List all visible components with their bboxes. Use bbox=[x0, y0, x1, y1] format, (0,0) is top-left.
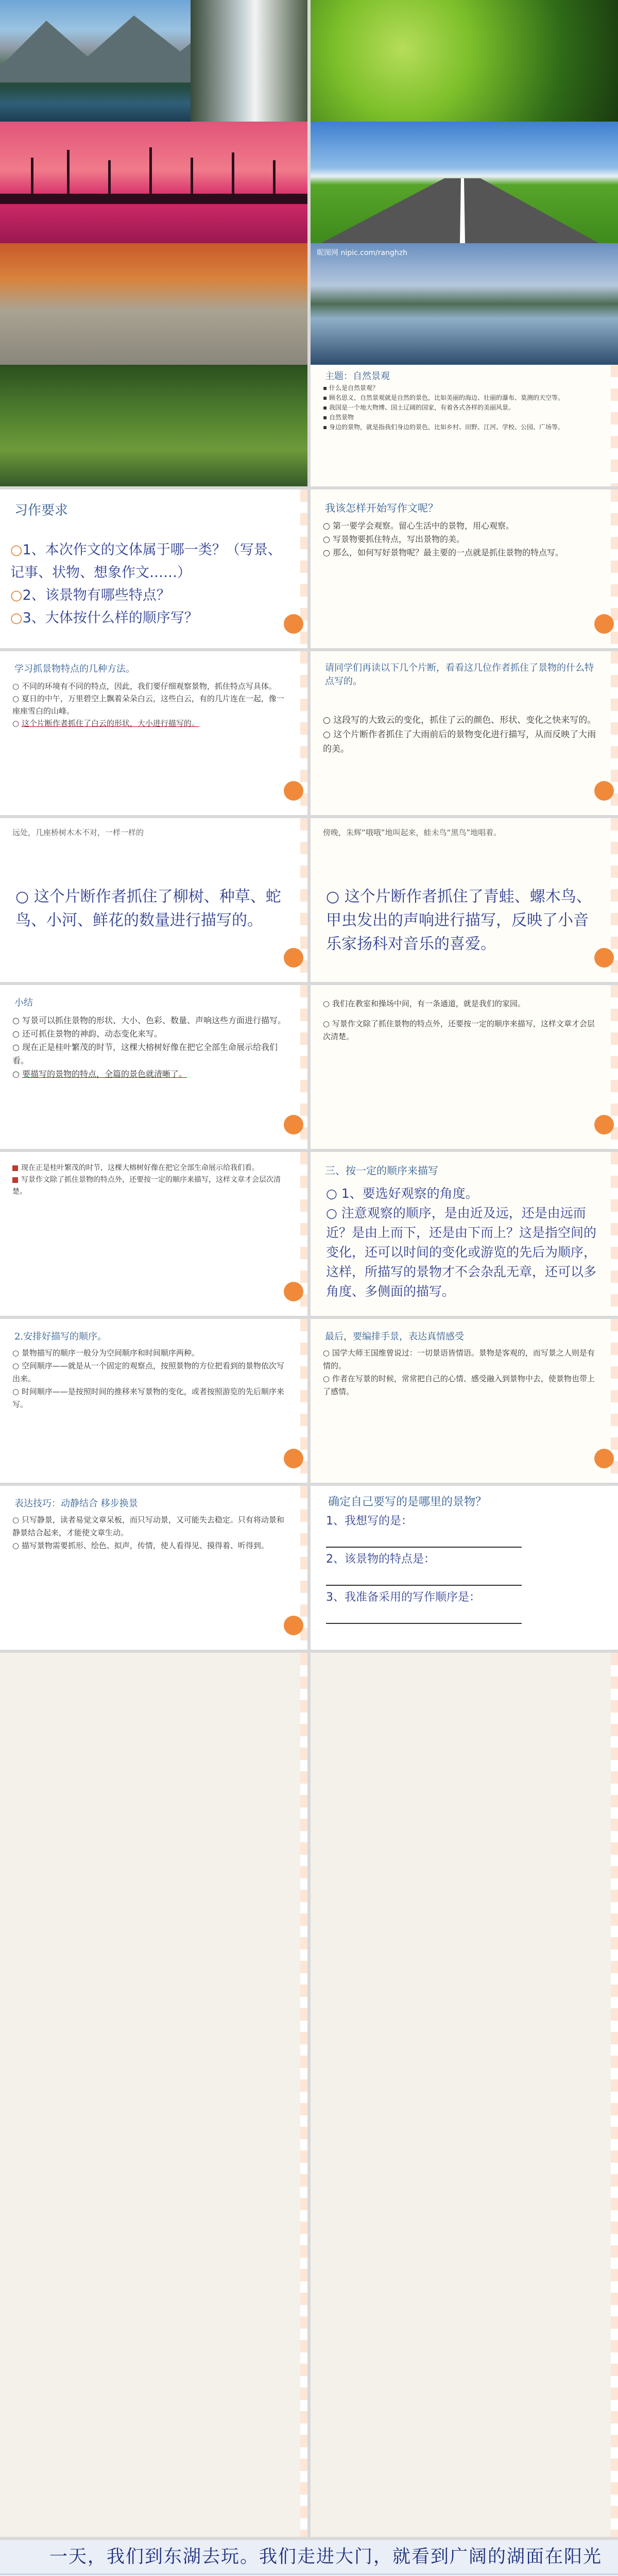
orange-dot bbox=[284, 614, 303, 634]
requirement-list bbox=[10, 539, 292, 630]
slide-kicker: 2.安排好描写的顺序。 bbox=[14, 1331, 107, 1342]
orange-dot bbox=[594, 781, 614, 801]
topic-item: ▪ 顾名思义，自然景观就是自然的景色，比如美丽的海边、壮丽的瀑布、莫测的天空等。 bbox=[323, 394, 564, 401]
slide-kicker: 小结 bbox=[14, 997, 33, 1008]
method-line: ○ 夏日的中午，万里碧空上飘着朵朵白云，这些白云，有的几片连在一起，像一座座雪白的山峰。 bbox=[12, 694, 284, 716]
topic-item: ▪ 什么是自然景观？ bbox=[323, 384, 379, 392]
orange-dot bbox=[284, 1616, 303, 1635]
slide-kicker: 学习抓景物特点的几种方法。 bbox=[14, 664, 135, 674]
how-to-item: ○ 那么，如何写好景物呢？最主要的一点就是抓住景物的特点写。 bbox=[323, 548, 564, 557]
order-item: ○ 注意观察的顺序，是由近及远，还是由远而近？是由上而下，还是由下而上？这是指空间的变化，还可以时间的变化或游览的先后为顺序，这样，所描写的景物才不会杂乱无章，还可以多角度、多侧面的描写。 bbox=[326, 1206, 597, 1299]
order-notes-text bbox=[12, 1162, 287, 1198]
slide-kicker: 三、按一定的顺序来描写 bbox=[325, 1164, 438, 1177]
summary-item: ○ 要描写的景物的特点，全篇的景色就清晰了。 bbox=[12, 1069, 187, 1079]
sequence-line: ○ 空间顺序——就是从一个固定的观察点，按照景物的方位把看到的景物依次写出来。 bbox=[12, 1361, 284, 1383]
photo-green-leaves bbox=[311, 0, 618, 122]
quiz-body bbox=[326, 1513, 603, 1624]
orange-dot bbox=[284, 948, 303, 968]
slide-order-angle bbox=[311, 1152, 618, 1316]
sound-passage: 傍晚，朱辉“哦哦”地叫起来，蛙未鸟“黑鸟”地唱着。 bbox=[323, 828, 502, 837]
photo-autumn-rocks bbox=[0, 243, 307, 365]
photo-waterfall bbox=[191, 0, 307, 122]
photo-palm-sunset bbox=[0, 122, 307, 243]
topic-text bbox=[323, 383, 606, 432]
accent-stripe bbox=[611, 1152, 618, 1316]
orange-dot bbox=[594, 614, 614, 634]
slide-order-sequence bbox=[0, 1319, 307, 1483]
orange-dot bbox=[284, 1115, 303, 1134]
answer-blank[interactable] bbox=[326, 1568, 603, 1586]
slide-sound bbox=[311, 818, 618, 982]
orange-dot bbox=[594, 948, 614, 968]
how-to-text bbox=[323, 519, 597, 560]
slide-kicker: 表达技巧：动静结合 移步换景 bbox=[14, 1498, 138, 1509]
tips-line: ○ 描写景物需要抓形、绘色、拟声，传情，使人看得见、摸得着、听得到。 bbox=[12, 1541, 269, 1550]
slide-kicker: 我该怎样开始写作文呢？ bbox=[325, 502, 438, 514]
slide-method bbox=[0, 651, 307, 815]
emotion-line: ○ 作者在写景的时候，常常把自己的心情、感受融入到景物中去，使景物也带上了感情。 bbox=[323, 1374, 595, 1396]
emotion-line: ○ 国学大师王国维曾说过：一切景语皆情语。景物是客观的，而写景之人则是有情的。 bbox=[323, 1348, 595, 1370]
road-shape bbox=[311, 122, 618, 243]
order-angle-text bbox=[326, 1184, 603, 1301]
summary-item: ○ 现在正是桂叶繁茂的时节，这棵大榕树好像在把它全部生命展示给我们看。 bbox=[12, 1042, 278, 1065]
quiz-title: 确定自己要写的是哪里的景物？ bbox=[328, 1496, 487, 1509]
photo-lake-reflection bbox=[311, 243, 618, 365]
sequence-line: ○ 时间顺序——是按照时间的推移来写景物的变化，或者按照游览的先后顺序来写。 bbox=[12, 1387, 284, 1409]
slide-stream bbox=[0, 818, 307, 982]
slide-explain bbox=[311, 985, 618, 1149]
accent-stripe bbox=[611, 365, 618, 486]
quiz-q3: 3、我准备采用的写作顺序是： bbox=[326, 1591, 480, 1604]
explain-item: ○ 我们在教室和操场中间，有一条通道，就是我们的家园。 bbox=[323, 999, 525, 1008]
slide-final-emotion bbox=[311, 1319, 618, 1483]
requirement-item: ○1、本次作文的文体属于哪一类？（写景、记事、状物、想象作文……） bbox=[10, 542, 282, 581]
order-note: 写景作文除了抓住景物的特点外，还要按一定的顺序来描写，这样文章才会层次清楚。 bbox=[12, 1176, 281, 1196]
tips-line: ○ 只写静景，读者易觉文章呆板，而只写动景，又可能失去稳定。只有将动景和静景结合起来，才能使文章生动。 bbox=[12, 1515, 284, 1537]
requirement-item: ○3、大体按什么样的顺序写？ bbox=[10, 610, 198, 626]
answer-blank[interactable] bbox=[326, 1530, 603, 1548]
read-item: ○ 这个片断作者抓住了大雨前后的景物变化进行描写，从而反映了大雨的美。 bbox=[323, 730, 596, 754]
how-to-item: ○ 写景物要抓住特点，写出景物的美。 bbox=[323, 534, 465, 544]
topic-item: ▪ 身边的景物，就是指我们身边的景色，比如乡村、田野、江河、学校、公园、广场等。 bbox=[323, 423, 564, 431]
handwritten-essay bbox=[0, 2540, 618, 2576]
final-emotion-text bbox=[323, 1347, 597, 1398]
slide-spacer-right bbox=[311, 1653, 618, 2537]
orange-dot bbox=[284, 781, 303, 801]
palm-silhouettes bbox=[0, 122, 307, 243]
slide-order-notes bbox=[0, 1152, 307, 1316]
order-item: ○ 1、要选好观察的角度。 bbox=[326, 1186, 478, 1201]
summary-item: ○ 写景可以抓住景物的形状、大小、色彩、数量、声响这些方面进行描写。 bbox=[12, 1015, 286, 1025]
topic-item: ▪ 我国是一个地大物博、国土辽阔的国家，有着各式各样的美丽风景。 bbox=[323, 404, 514, 411]
slide-spacer-left bbox=[0, 1653, 307, 2537]
explain-item: ○ 写景作文除了抓住景物的特点外，还要按一定的顺序来描写，这样文章才会层次清楚。 bbox=[323, 1019, 595, 1041]
method-line: ○ 不同的环境有不同的特点，因此，我们要仔细观察景物，抓住特点写具体。 bbox=[12, 682, 277, 691]
method-line: ○ 这个片断作者抓住了白云的形状，大小进行描写的。 bbox=[12, 719, 199, 728]
orange-dot bbox=[284, 1449, 303, 1468]
slide-summary bbox=[0, 985, 307, 1149]
photo-road-field bbox=[311, 122, 618, 243]
tips-text bbox=[12, 1514, 287, 1552]
slide-quiz bbox=[311, 1486, 618, 1650]
order-note: 现在正是桂叶繁茂的时节，这棵大榕树好像在把它全部生命展示给我们看。 bbox=[12, 1162, 287, 1174]
essay-paragraph: 一天，我们到东湖去玩。我们走进大门，就看到广阔的湖面在阳光 bbox=[49, 2547, 603, 2567]
sequence-line: ○ 景物描写的顺序一般分为空间顺序和时间顺序两种。 bbox=[12, 1348, 199, 1358]
quiz-q2: 2、该景物的特点是： bbox=[326, 1553, 435, 1566]
sound-bullet: ○ 这个片断作者抓住了青蛙、螺木鸟、甲虫发出的声响进行描写，反映了小音乐家扬科对音乐的喜爱。 bbox=[326, 888, 592, 953]
slide-kicker: 习作要求 bbox=[14, 503, 68, 518]
accent-stripe bbox=[300, 1653, 307, 2537]
watermark-text: 昵图网 nipic.com/ranghzh bbox=[317, 249, 407, 257]
orange-dot bbox=[594, 1115, 614, 1134]
slide-tips bbox=[0, 1486, 307, 1650]
slide-kicker: 最后，要编排手景，表达真情感受 bbox=[325, 1331, 464, 1342]
photo-forest-trees bbox=[0, 365, 307, 486]
how-to-item: ○ 第一要学会观察。留心生活中的景物，用心观察。 bbox=[323, 521, 514, 531]
stream-bullet: ○ 这个片断作者抓住了柳树、种草、蛇鸟、小河、鲜花的数量进行描写的。 bbox=[15, 888, 281, 929]
quiz-q1: 1、我想写的是： bbox=[326, 1515, 413, 1528]
orange-dot bbox=[594, 1449, 614, 1468]
slide-requirements bbox=[0, 489, 307, 648]
read-text bbox=[323, 713, 597, 756]
slide-read-passages bbox=[311, 651, 618, 815]
accent-stripe bbox=[611, 1653, 618, 2537]
slide-how-to-start bbox=[311, 489, 618, 648]
summary-item: ○ 还可抓住景物的神韵、动态变化来写。 bbox=[12, 1029, 163, 1039]
orange-dot bbox=[284, 1282, 303, 1301]
slide-kicker: 主题：自然景观 bbox=[325, 371, 390, 382]
read-item: ○ 这段写的大致云的变化，抓住了云的颜色、形状、变化之快来写的。 bbox=[323, 715, 596, 725]
slide-kicker: 请同学们再读以下几个片断，看看这几位作者抓住了景物的什么特点写的。 bbox=[325, 663, 594, 687]
order-sequence-text bbox=[12, 1347, 287, 1411]
method-text bbox=[12, 680, 287, 730]
summary-text bbox=[12, 1014, 287, 1081]
answer-blank[interactable] bbox=[326, 1606, 603, 1624]
explain-text bbox=[323, 997, 597, 1043]
stream-passage: 远处，几座桥树木木不对，一样一样的 bbox=[12, 828, 144, 837]
topic-item: ▪ 自然景物 bbox=[323, 414, 354, 421]
requirement-item: ○2、该景物有哪些特点？ bbox=[10, 587, 170, 603]
slide-topic bbox=[311, 365, 618, 486]
